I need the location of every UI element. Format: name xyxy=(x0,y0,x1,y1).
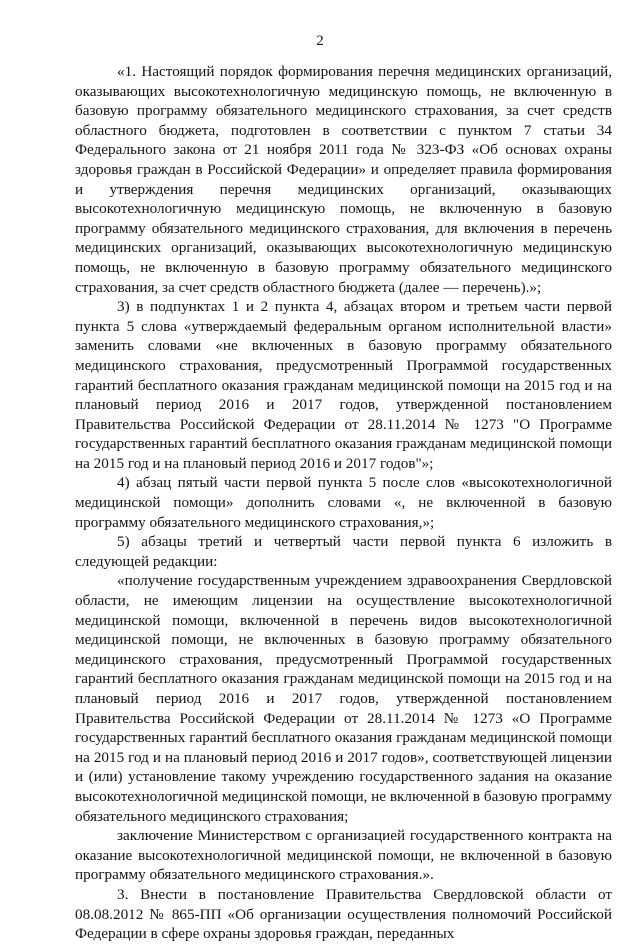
paragraph-item-4: 4) абзац пятый части первой пункта 5 после слов «высокотехнологичной медицинской помощи» дополнить словами «, не включенной в базовую программу обязательного медицинского страхования,»; xyxy=(75,474,612,531)
paragraph-item-3: 3) в подпунктах 1 и 2 пункта 4, абзацах втором и третьем части первой пункта 5 слова «утверждаемый федеральным органом исполнительной власти» заменить словами «не включенных в базовую программу обязательного медицинского страхования, предусмотренный Программой государственных гарантий бесплатного оказания гражданам медицинской помощи на 2015 год и на плановый период 2016 и 2017 годов, утвержденной постановлением Правительства Российской Федерации от 28.11.2014 № 1273 "О Программе государственных гарантий бесплатного оказания гражданам медицинской помощи на 2015 год и на плановый период 2016 и 2017 годов"»; xyxy=(75,298,612,472)
paragraph-new-wording-2: заключение Министерством с организацией государственного контракта на оказание высокотехнологичной медицинской помощи, не включенной в базовую программу обязательного медицинского страхования.». xyxy=(75,827,612,884)
paragraph-section-3: 3. Внести в постановление Правительства Свердловской области от 08.08.2012 № 865-ПП «Об организации осуществления полномочий Российской Федерации в сфере охраны здоровья граждан, переданных xyxy=(75,885,612,943)
paragraph-item-5: 5) абзацы третий и четвертый части первой пункта 6 изложить в следующей редакции: xyxy=(75,533,612,570)
document-body xyxy=(75,62,612,944)
paragraph-1-procedure: «1. Настоящий порядок формирования перечня медицинских организаций, оказывающих высокотехнологичную медицинскую помощь, не включенную в базовую программу обязательного медицинского страхования, за счет средств областного бюджета, подготовлен в соответствии с пунктом 7 статьи 34 Федерального закона от 21 ноября 2011 года № 323-ФЗ «Об основах охраны здоровья граждан в Российской Федерации» и определяет правила формирования и утверждения перечня медицинских организаций, оказывающих высокотехнологичную медицинскую помощь, не включенную в базовую программу обязательного медицинского страхования, для включения в перечень медицинских организаций, оказывающих высокотехнологичную медицинскую помощь, не включенную в базовую программу обязательного медицинского страхования, за счет средств областного бюджета (далее — перечень).»; xyxy=(75,63,612,296)
page-number: 2 xyxy=(316,33,324,49)
paragraph-new-wording-1: «получение государственным учреждением здравоохранения Свердловской области, не имеющим лицензии на осуществление высокотехнологичной медицинской помощи, включенной в перечень видов высокотехнологичной медицинской помощи, не включенных в базовую программу обязательного медицинского страхования, предусмотренный Программой государственных гарантий бесплатного оказания гражданам медицинской помощи на 2015 год и на плановый период 2016 и 2017 годов, утвержденной постановлением Правительства Российской Федерации от 28.11.2014 № 1273 «О Программе государственных гарантий бесплатного оказания гражданам медицинской помощи на 2015 год и на плановый период 2016 и 2017 годов», соответствующей лицензии и (или) установление такому учреждению государственного задания на оказание высокотехнологичной медицинской помощи, не включенной в базовую программу обязательного медицинского страхования; xyxy=(75,572,612,825)
